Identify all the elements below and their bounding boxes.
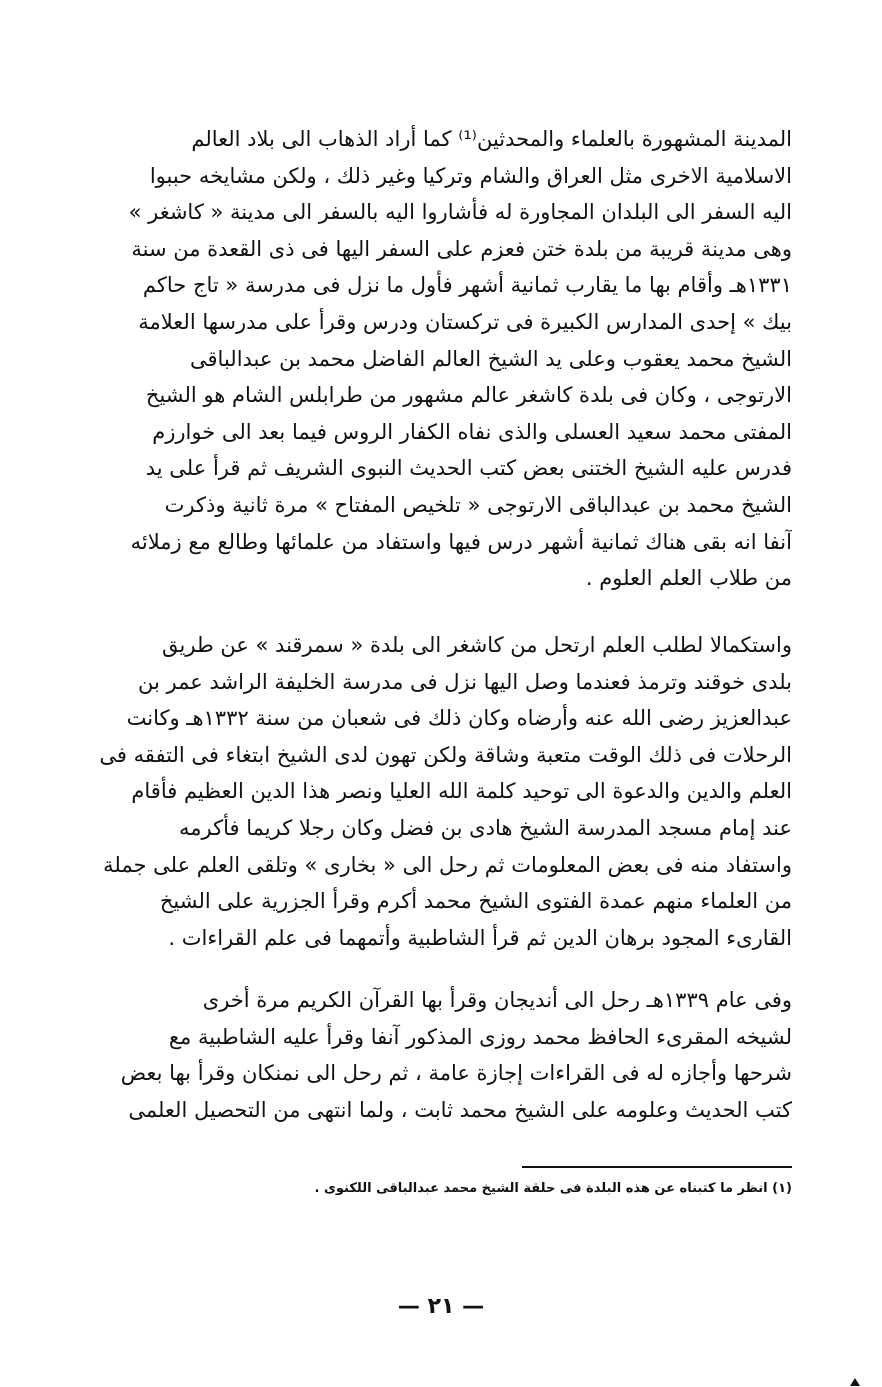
paragraph-line: واستكمالا لطلب العلم ارتحل من كاشغر الى بلدة « سمرقند » عن طريق xyxy=(162,633,792,657)
paragraph-3 xyxy=(92,982,792,1128)
paragraph-line: الشيخ محمد بن عبدالباقى الارتوجى « تلخيص المفتاح » مرة ثانية وذكرت xyxy=(164,492,792,517)
paragraph-line: بلدى خوقند وترمذ فعندما وصل اليها نزل فى مدرسة الخليفة الراشد عمر بن xyxy=(138,669,792,694)
paragraph-line: الارتوجى ، وكان فى بلدة كاشغر عالم مشهور من طرابلس الشام هو الشيخ xyxy=(145,383,792,408)
footnote: (١) انظر ما كتبناه عن هذه البلدة فى حلقة الشيخ محمد عبدالباقى اللكنوى . xyxy=(314,1181,792,1196)
paragraph-line: بيك » إحدى المدارس الكبيرة فى تركستان ودرس وقرأ على مدرسها العلامة xyxy=(138,309,792,334)
paragraph-2 xyxy=(92,627,792,956)
paragraph-line: ١٣٣١هـ وأقام بها ما يقارب ثمانية أشهر فأول ما نزل فى مدرسة « تاج حاكم xyxy=(142,273,792,298)
paragraph-line: المدينة المشهورة بالعلماء والمحدثين⁽¹⁾ كما أراد الذهاب الى بلاد العالم xyxy=(191,127,792,151)
paragraph-line: القارىء المجود برهان الدين ثم قرأ الشاطبية وأتمهما فى علم القراءات . xyxy=(168,925,792,950)
paragraph-line: الرحلات فى ذلك الوقت متعبة وشاقة ولكن تهون لدى الشيخ ابتغاء فى التفقه فى xyxy=(99,742,792,767)
paragraph-1 xyxy=(92,121,792,597)
paragraph-line: من العلماء منهم عمدة الفتوى الشيخ محمد أكرم وقرأ الجزرية على الشيخ xyxy=(159,889,792,914)
paragraph-line: العلم والدين والدعوة الى توحيد كلمة الله العليا ونصر هذا الدين العظيم فأقام xyxy=(131,779,792,804)
paragraph-line: آنفا انه بقى هناك ثمانية أشهر درس فيها واستفاد من علمائها وطالع مع زملائه xyxy=(130,529,792,554)
paragraph-line: الشيخ محمد يعقوب وعلى يد الشيخ العالم الفاضل محمد بن عبدالباقى xyxy=(190,346,792,371)
paragraph-line: عبدالعزيز رضى الله عنه وأرضاه وكان ذلك فى شعبان من سنة ١٣٣٢هـ وكانت xyxy=(126,706,792,731)
paragraph-line: كتب الحديث وعلومه على الشيخ محمد ثابت ، ولما انتهى من التحصيل العلمى xyxy=(128,1097,792,1122)
paragraph-line: وفى عام ١٣٣٩هـ رحل الى أنديجان وقرأ بها القرآن الكريم مرة أخرى xyxy=(202,988,792,1012)
paragraph-line: من طلاب العلم العلوم . xyxy=(585,566,792,591)
paragraph-line: واستفاد منه فى بعض المعلومات ثم رحل الى « بخارى » وتلقى العلم على جملة xyxy=(103,852,792,877)
paragraph-line: عند إمام مسجد المدرسة الشيخ هادى بن فضل وكان رجلا كريما فأكرمه xyxy=(179,815,792,840)
paragraph-line: لشيخه المقرىء الحافظ محمد روزى المذكور آنفا وقرأ عليه الشاطبية مع xyxy=(168,1024,792,1049)
paragraph-line: الاسلامية الاخرى مثل العراق والشام وتركيا وغير ذلك ، ولكن مشايخه حببوا xyxy=(149,163,792,188)
paragraph-line: شرحها وأجازه له فى القراءات إجازة عامة ، ثم رحل الى نمنكان وقرأ بها بعض xyxy=(120,1061,792,1086)
footnote-divider xyxy=(522,1166,792,1168)
corner-mark-icon xyxy=(850,1378,860,1386)
paragraph-line: وهى مدينة قريبة من بلدة ختن فعزم على السفر اليها فى ذى القعدة من سنة xyxy=(131,236,792,261)
paragraph-line: اليه السفر الى البلدان المجاورة له فأشاروا اليه بالسفر الى مدينة « كاشغر » xyxy=(128,200,792,225)
page-number: — ٢١ — xyxy=(397,1294,485,1319)
paragraph-line: فدرس عليه الشيخ الختنى بعض كتب الحديث النبوى الشريف ثم قرأ على يد xyxy=(145,456,792,481)
paragraph-line: المفتى محمد سعيد العسلى والذى نفاه الكفار الروس فيما بعد الى خوارزم xyxy=(152,419,792,444)
